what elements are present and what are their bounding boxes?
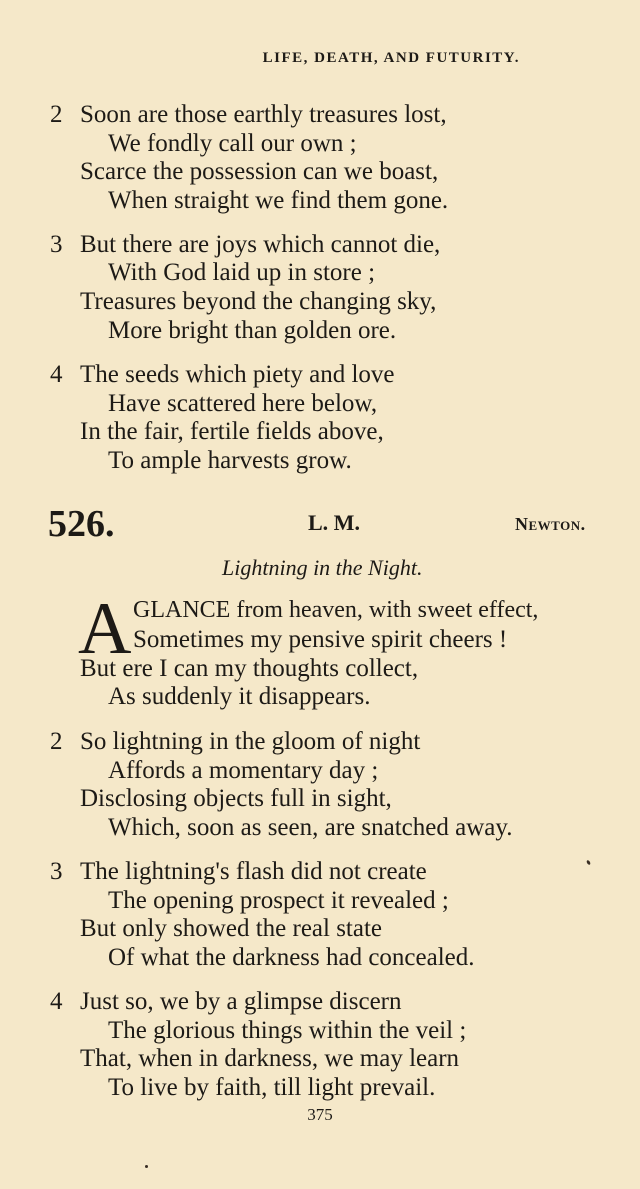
running-header: LIFE, DEATH, AND FUTURITY. — [262, 50, 520, 66]
verse-line: When straight we find them gone. — [108, 187, 449, 214]
verse-line: Treasures beyond the changing sky, — [80, 288, 437, 315]
verse-line: That, when in darkness, we may learn — [80, 1045, 460, 1072]
hymn-meter: L. M. — [308, 510, 360, 535]
verse-line: As suddenly it disappears. — [108, 683, 371, 710]
verse-line: We fondly call our own ; — [108, 130, 357, 157]
ink-speck — [586, 860, 591, 866]
verse-line: Sometimes my pensive spirit cheers ! — [133, 626, 508, 653]
verse-line: Just so, we by a glimpse discern — [80, 988, 402, 1015]
verse-line: More bright than golden ore. — [108, 317, 397, 344]
verse-line: GLANCE from heaven, with sweet effect, — [133, 597, 539, 623]
stanza-number: 3 — [50, 231, 63, 258]
page-number: 375 — [307, 1105, 333, 1124]
verse-line: The glorious things within the veil ; — [108, 1017, 467, 1044]
verse-line: The seeds which piety and love — [80, 361, 395, 388]
hymn-number: 526. — [48, 503, 115, 545]
stanza-number: 4 — [50, 361, 63, 388]
verse-line: Of what the darkness had concealed. — [108, 944, 475, 971]
verse-line: In the fair, fertile fields above, — [80, 418, 384, 445]
drop-cap: A — [78, 588, 132, 670]
verse-line: The lightning's flash did not create — [80, 858, 427, 885]
verse-line: Soon are those earthly treasures lost, — [80, 101, 447, 128]
verse-line: But ere I can my thoughts collect, — [80, 655, 419, 682]
verse-line: Affords a momentary day ; — [108, 757, 379, 784]
verse-line: So lightning in the gloom of night — [80, 728, 421, 755]
verse-line: But only showed the real state — [80, 915, 383, 942]
stanza-number: 2 — [50, 101, 63, 128]
hymn-title: Lightning in the Night. — [222, 555, 423, 580]
verse-line: To live by faith, till light prevail. — [108, 1074, 436, 1101]
stanza-number: 4 — [50, 988, 63, 1015]
verse-line: But there are joys which cannot die, — [80, 231, 441, 258]
verse-line: With God laid up in store ; — [108, 259, 376, 286]
verse-line: The opening prospect it revealed ; — [108, 887, 449, 914]
stanza-number: 2 — [50, 728, 63, 755]
hymn-tune: Newton. — [515, 514, 586, 534]
ink-speck — [145, 1165, 148, 1168]
verse-line: Disclosing objects full in sight, — [80, 785, 392, 812]
verse-line: Have scattered here below, — [108, 390, 378, 417]
verse-line: To ample harvests grow. — [108, 447, 352, 474]
stanza-number: 3 — [50, 858, 63, 885]
verse-line: Which, soon as seen, are snatched away. — [108, 814, 513, 841]
verse-line: Scarce the possession can we boast, — [80, 158, 439, 185]
